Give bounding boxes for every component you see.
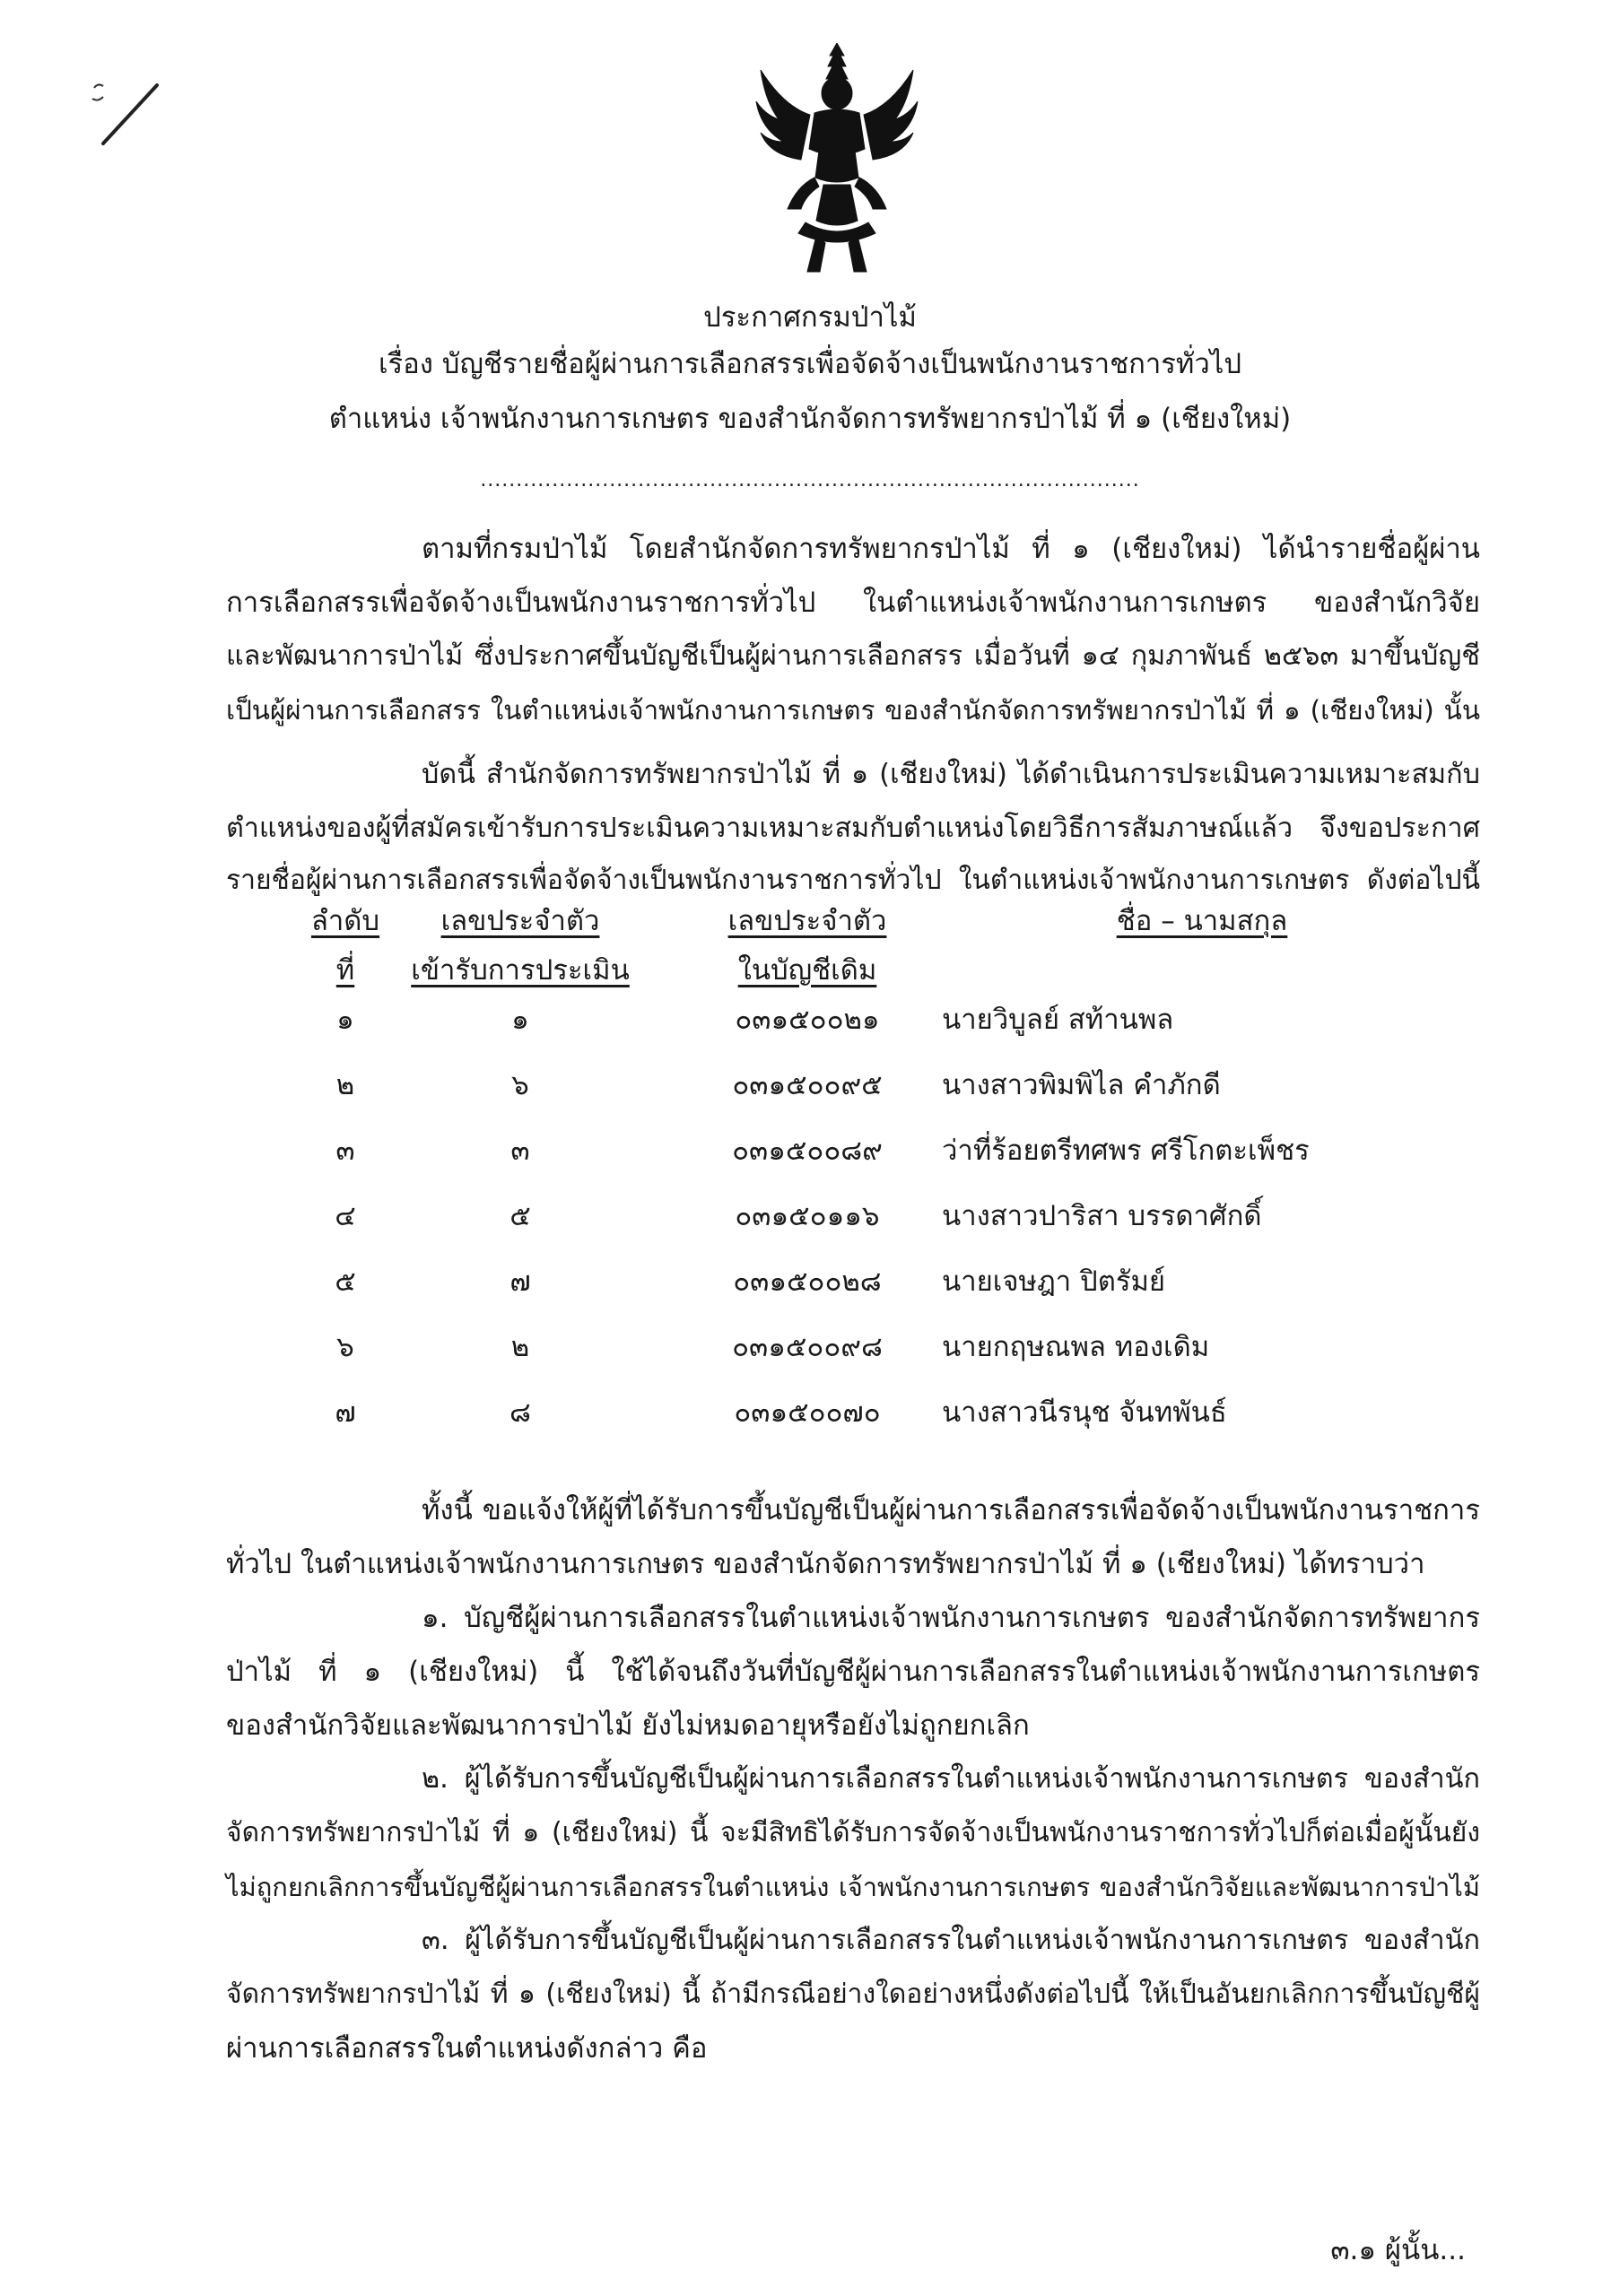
item-2-line: จัดการทรัพยากรป่าไม้ ที่ ๑ (เชียงใหม่) นี้ จะมีสิทธิได้รับการจัดจ้างเป็นพนักงานราชการทั่วไปก็ต่อเมื่อผู้นั้นยัง <box>226 1817 1480 1848</box>
table-cell-exam-id: ๖ <box>511 1069 529 1101</box>
paragraph-2-line: รายชื่อผู้ผ่านการเลือกสรรเพื่อจัดจ้างเป็นพนักงานราชการทั่วไป ในตำแหน่งเจ้าพนักงานการเกษตร ดังต่อไปนี้ <box>226 865 1480 896</box>
paragraph-3-line: ทั้งนี้ ขอแจ้งให้ผู้ที่ได้รับการขึ้นบัญชีเป็นผู้ผ่านการเลือกสรรเพื่อจัดจ้างเป็นพนักงานราชการ <box>422 1494 1480 1526</box>
table-cell-name: ว่าที่ร้อยตรีทศพร ศรีโกตะเพ็ชร <box>942 1135 1310 1167</box>
paragraph-1-line: และพัฒนาการป่าไม้ ซึ่งประกาศขึ้นบัญชีเป็นผู้ผ่านการเลือกสรร เมื่อวันที่ ๑๔ กุมภาพันธ์ ๒๕๖๓ มาขึ้นบัญชี <box>226 640 1480 672</box>
table-cell-order: ๓ <box>335 1135 355 1167</box>
table-cell-old-id: ๐๓๑๕๐๐๒๘ <box>733 1265 882 1298</box>
table-cell-order: ๖ <box>336 1331 354 1363</box>
table-cell-name: นายเจษฎา ปิตรัมย์ <box>942 1265 1166 1298</box>
table-cell-exam-id: ๗ <box>510 1265 531 1298</box>
item-1-line: ของสำนักวิจัยและพัฒนาการป่าไม้ ยังไม่หมดอายุหรือยังไม่ถูกยกเลิก <box>226 1709 1030 1742</box>
page-continuation: ๓.๑ ผู้นั้น... <box>1330 2234 1466 2266</box>
table-cell-old-id: ๐๓๑๕๐๐๗๐ <box>734 1396 881 1429</box>
pen-mark <box>85 63 166 161</box>
table-cell-exam-id: ๑ <box>511 1004 529 1036</box>
table-header-name: ชื่อ – นามสกุล <box>1116 905 1288 937</box>
garuda-emblem-icon <box>752 43 922 276</box>
table-cell-exam-id: ๓ <box>510 1135 530 1167</box>
table-cell-order: ๕ <box>335 1265 356 1298</box>
table-cell-exam-id: ๘ <box>510 1396 531 1429</box>
item-2-line: ๒. ผู้ได้รับการขึ้นบัญชีเป็นผู้ผ่านการเลือกสรรในตำแหน่งเจ้าพนักงานการเกษตร ของสำนัก <box>422 1763 1480 1795</box>
announcement-subject: เรื่อง บัญชีรายชื่อผู้ผ่านการเลือกสรรเพื่อจัดจ้างเป็นพนักงานราชการทั่วไป <box>378 348 1242 380</box>
table-cell-order: ๑ <box>336 1004 354 1036</box>
separator-dots: ............................................................................................ <box>480 469 1140 491</box>
table-cell-name: นางสาวปาริสา บรรดาศักดิ์ <box>942 1200 1262 1232</box>
table-cell-order: ๔ <box>335 1200 356 1232</box>
table-cell-old-id: ๐๓๑๕๐๐๙๕ <box>732 1069 883 1101</box>
table-header-old-id: ในบัญชีเดิม <box>737 954 877 987</box>
table-header-exam-id: เลขประจำตัว <box>440 905 600 937</box>
item-1-line: ๑. บัญชีผู้ผ่านการเลือกสรรในตำแหน่งเจ้าพนักงานการเกษตร ของสำนักจัดการทรัพยากร <box>422 1602 1480 1634</box>
table-header-order: ที่ <box>335 954 355 987</box>
announcement-position: ตำแหน่ง เจ้าพนักงานการเกษตร ของสำนักจัดการทรัพยากรป่าไม้ ที่ ๑ (เชียงใหม่) <box>328 403 1292 435</box>
table-cell-name: นางสาวพิมพิไล คำภักดี <box>942 1069 1221 1101</box>
table-cell-old-id: ๐๓๑๕๐๐๙๘ <box>732 1331 883 1363</box>
paragraph-1-line: การเลือกสรรเพื่อจัดจ้างเป็นพนักงานราชการทั่วไป ในตำแหน่งเจ้าพนักงานการเกษตร ของสำนักวิจัย <box>226 587 1480 619</box>
announcement-title: ประกาศกรมป่าไม้ <box>703 301 917 334</box>
table-cell-exam-id: ๕ <box>510 1200 531 1232</box>
table-cell-old-id: ๐๓๑๕๐๐๘๙ <box>732 1135 883 1167</box>
table-cell-name: นางสาวนีรนุช จันทพันธ์ <box>942 1396 1227 1429</box>
paragraph-2-line: บัดนี้ สำนักจัดการทรัพยากรป่าไม้ ที่ ๑ (เชียงใหม่) ได้ดำเนินการประเมินความเหมาะสมกับ <box>422 759 1480 790</box>
table-cell-order: ๗ <box>335 1396 356 1429</box>
paragraph-1-line: ตามที่กรมป่าไม้ โดยสำนักจัดการทรัพยากรป่าไม้ ที่ ๑ (เชียงใหม่) ได้นำรายชื่อผู้ผ่าน <box>422 533 1480 565</box>
table-header-exam-id: เข้ารับการประเมิน <box>411 954 630 987</box>
paragraph-2-line: ตำแหน่งของผู้ที่สมัครเข้ารับการประเมินความเหมาะสมกับตำแหน่งโดยวิธีการสัมภาษณ์แล้ว จึงขอประกาศ <box>226 813 1480 844</box>
item-3-line: จัดการทรัพยากรป่าไม้ ที่ ๑ (เชียงใหม่) นี้ ถ้ามีกรณีอย่างใดอย่างหนึ่งดังต่อไปนี้ ให้เป็นอันยกเลิกการขึ้นบัญชีผู้ <box>226 1979 1480 2010</box>
paragraph-1-line: เป็นผู้ผ่านการเลือกสรร ในตำแหน่งเจ้าพนักงานการเกษตร ของสำนักจัดการทรัพยากรป่าไม้ ที่ ๑ (เชียงใหม่) นั้น <box>226 695 1480 726</box>
item-3-line: ผ่านการเลือกสรรในตำแหน่งดังกล่าว คือ <box>226 2032 708 2065</box>
item-3-line: ๓. ผู้ได้รับการขึ้นบัญชีเป็นผู้ผ่านการเลือกสรรในตำแหน่งเจ้าพนักงานการเกษตร ของสำนัก <box>422 1925 1480 1956</box>
table-header-old-id: เลขประจำตัว <box>727 905 887 937</box>
item-2-line: ไม่ถูกยกเลิกการขึ้นบัญชีผู้ผ่านการเลือกสรรในตำแหน่ง เจ้าพนักงานการเกษตร ของสำนักวิจัยและพัฒนาการป่าไม้ <box>226 1872 1480 1902</box>
table-header-order: ลำดับ <box>310 905 380 937</box>
table-cell-order: ๒ <box>335 1069 355 1101</box>
table-cell-exam-id: ๒ <box>510 1331 530 1363</box>
item-1-line: ป่าไม้ ที่ ๑ (เชียงใหม่) นี้ ใช้ได้จนถึงวันที่บัญชีผู้ผ่านการเลือกสรรในตำแหน่งเจ้าพนักงานการเกษตร <box>226 1656 1480 1688</box>
paragraph-3-line: ทั่วไป ในตำแหน่งเจ้าพนักงานการเกษตร ของสำนักจัดการทรัพยากรป่าไม้ ที่ ๑ (เชียงใหม่) ได้ทราบว่า <box>226 1548 1425 1580</box>
table-cell-old-id: ๐๓๑๕๐๐๒๑ <box>735 1004 880 1036</box>
table-cell-old-id: ๐๓๑๕๐๑๑๖ <box>735 1200 880 1232</box>
table-cell-name: นายกฤษณพล ทองเดิม <box>942 1331 1210 1363</box>
table-cell-name: นายวิบูลย์ สท้านพล <box>942 1004 1174 1036</box>
